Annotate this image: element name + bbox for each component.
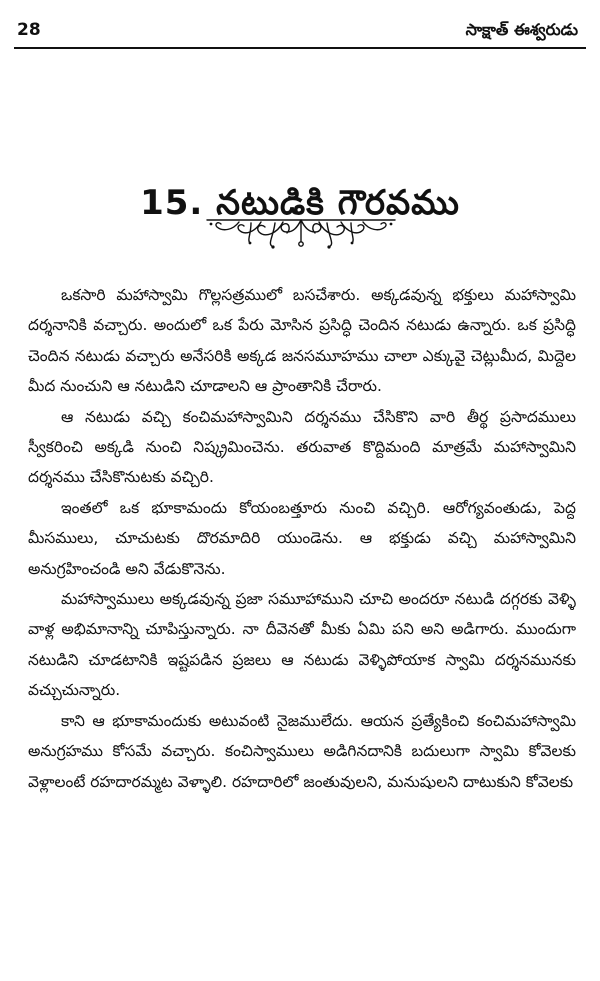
decorative-divider-ornament <box>203 214 399 250</box>
page-number: 28 <box>17 20 41 40</box>
paragraph: ఒకసారి మహాస్వామి గొల్లసత్రములో బసచేశారు. అక్కడవున్న భక్తులు మహాస్వామి దర్శనానికి వచ్చారు. అందులో ఒక పేరు మోసిన ప్రసిద్ధి చెందిన నటుడు ఉన్నారు. ఒక ప్రసిద్ధి చెందిన నటుడు వచ్చారు అనేసరికి అక్కడ జనసమూహము చాలా ఎక్కువై చెట్లుమీద, మిద్దెల మీద నుంచుని ఆ నటుడిని చూడాలని ఆ ప్రాంతానికి చేరారు. <box>28 286 576 396</box>
paragraph: మహాస్వాములు అక్కడవున్న ప్రజా సమూహాముని చూచి అందరూ నటుడి దగ్గరకు వెళ్ళి వాళ్ల అభిమానాన్ని చూపిస్తున్నారు. నా దీవెనతో మీకు ఏమి పని అని అడిగారు. ముందుగా నటుడిని చూడటానికి ఇష్టపడిన ప్రజలు ఆ నటుడు వెళ్ళిపోయాక స్వామి దర్శనమునకు వచ్చుచున్నారు. <box>28 590 576 700</box>
paragraph: ఇంతలో ఒక భూకామందు కోయంబత్తూరు నుంచి వచ్చిరి. ఆరోగ్యవంతుడు, పెద్ద మీసములు, చూచుటకు దొరమాదిరి యుండెను. ఆ భక్తుడు వచ్చి మహాస్వామిని అనుగ్రహించండి అని వేడుకొనెను. <box>28 498 576 578</box>
body-text <box>28 280 576 797</box>
chapter-title: 15. నటుడికి గౌరవము <box>140 182 460 223</box>
running-title: సాక్షాత్ ఈశ్వరుడు <box>465 20 578 39</box>
header-rule <box>14 47 586 49</box>
paragraph: కాని ఆ భూకామందుకు అటువంటి నైజములేదు. ఆయన ప్రత్యేకించి కంచిమహాస్వామి అనుగ్రహము కోసమే వచ్చారు. కంచిస్వాములు అడిగినదానికి బదులుగా స్వామి కోవెలకు వెళ్లాలంటే రహదారమ్మట వెళ్ళాలి. రహదారిలో జంతువులని, మనుషులని దాటుకుని కోవెలకు <box>28 711 576 791</box>
paragraph: ఆ నటుడు వచ్చి కంచిమహాస్వామిని దర్శనము చేసికొని వారి తీర్థ ప్రసాదములు స్వీకరించి అక్కడి నుంచి నిష్క్రమించెను. తరువాత కొద్దిమంది మాత్రమే మహాస్వామిని దర్శనము చేసికొనుటకు వచ్చిరి. <box>28 407 576 487</box>
